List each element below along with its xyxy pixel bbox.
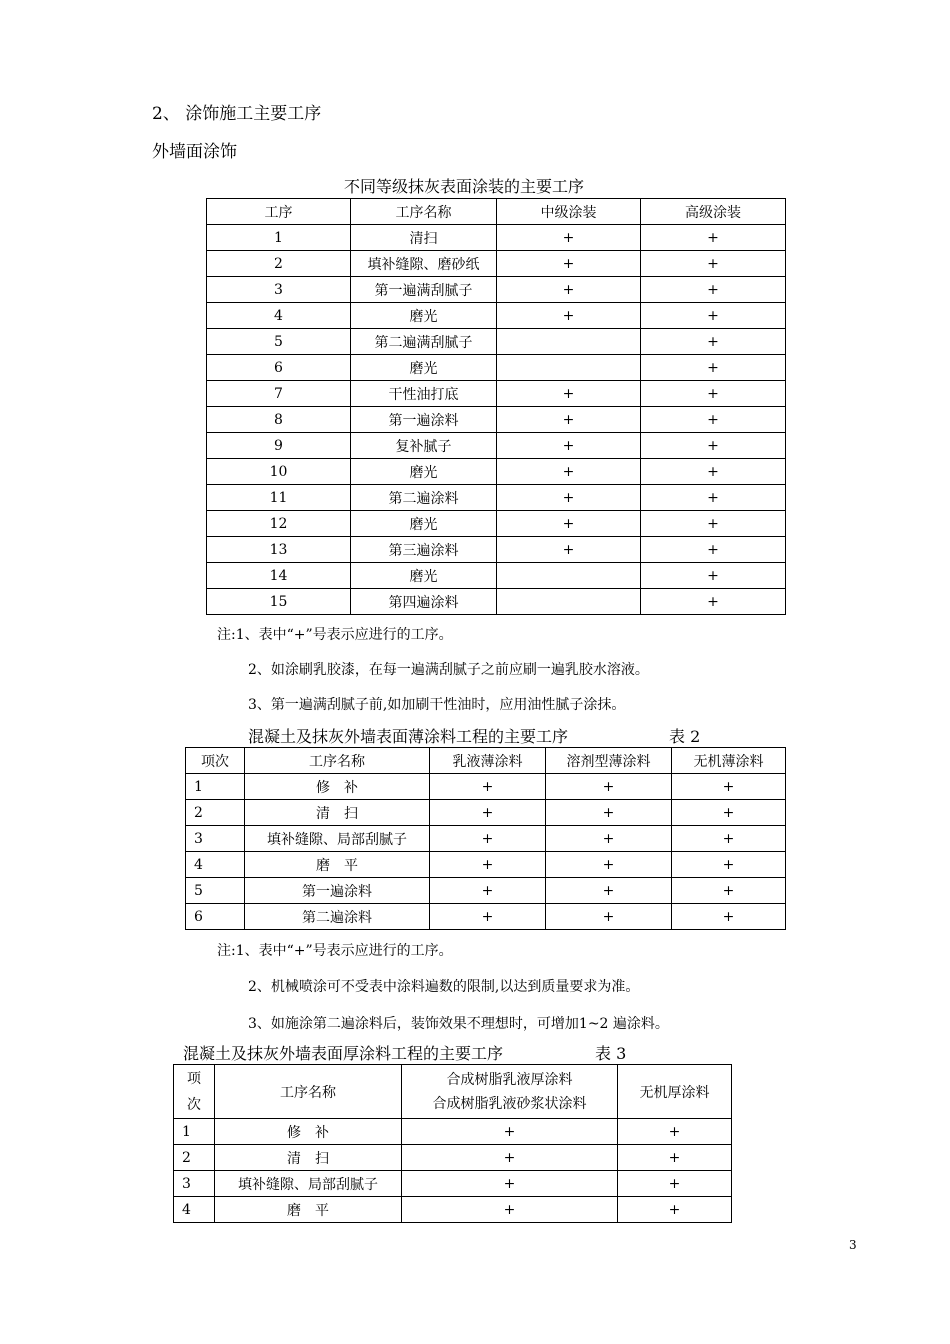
table1 xyxy=(206,198,786,615)
table1-cell: 第二遍满刮腻子 xyxy=(351,329,497,355)
table2 xyxy=(185,747,786,930)
table2-cell: + xyxy=(672,904,786,930)
table3-cell: + xyxy=(618,1119,732,1145)
table2-cell: + xyxy=(672,774,786,800)
table1-cell xyxy=(497,355,641,381)
table3-header-cell: 工序名称 xyxy=(215,1065,402,1119)
table3-cell: 2 xyxy=(174,1145,215,1171)
table2-cell: 第一遍涂料 xyxy=(245,878,430,904)
table3-cell: 1 xyxy=(174,1119,215,1145)
table1-cell: + xyxy=(497,251,641,277)
table1-caption: 不同等级抹灰表面涂装的主要工序 xyxy=(344,177,585,196)
table3-cell: 4 xyxy=(174,1197,215,1223)
table1-cell: 复补腻子 xyxy=(351,433,497,459)
table1-cell: 磨光 xyxy=(351,563,497,589)
table1-cell: + xyxy=(641,407,786,433)
table1-cell: 4 xyxy=(207,303,351,329)
table2-row xyxy=(186,800,786,826)
table1-cell: + xyxy=(641,485,786,511)
table1-cell: 填补缝隙、磨砂纸 xyxy=(351,251,497,277)
table1-cell: 磨光 xyxy=(351,303,497,329)
table1-cell: 13 xyxy=(207,537,351,563)
table3-header-line: 次 xyxy=(187,1096,201,1113)
table1-row xyxy=(207,433,786,459)
table3-header-line: 项 xyxy=(187,1070,201,1087)
table2-cell: + xyxy=(430,852,546,878)
table2-cell: 4 xyxy=(186,852,245,878)
table2-caption: 混凝土及抹灰外墙表面薄涂料工程的主要工序 xyxy=(248,727,569,746)
table1-cell: + xyxy=(497,485,641,511)
table2-note-1: 注:1、表中“+”号表示应进行的工序。 xyxy=(217,943,453,959)
table2-cell: + xyxy=(546,878,672,904)
table1-row xyxy=(207,459,786,485)
table3-cell: + xyxy=(402,1171,618,1197)
table1-cell xyxy=(497,329,641,355)
table3-header-cell xyxy=(402,1065,618,1119)
section-heading: 2、 涂饰施工主要工序 xyxy=(152,104,322,124)
table1-row xyxy=(207,355,786,381)
table1-header-cell: 中级涂装 xyxy=(497,199,641,225)
table2-note-3: 3、如施涂第二遍涂料后，装饰效果不理想时，可增加1~2 遍涂料。 xyxy=(248,1016,669,1032)
table1-row xyxy=(207,407,786,433)
table3-row xyxy=(174,1197,732,1223)
table1-row xyxy=(207,537,786,563)
table3-cell: 填补缝隙、局部刮腻子 xyxy=(215,1171,402,1197)
table1-header-cell: 工序 xyxy=(207,199,351,225)
table1-header-row xyxy=(207,199,786,225)
table1-cell: + xyxy=(497,303,641,329)
table1-row xyxy=(207,381,786,407)
table3-cell: + xyxy=(402,1119,618,1145)
table1-note-2: 2、如涂刷乳胶漆，在每一遍满刮腻子之前应刷一遍乳胶水溶液。 xyxy=(248,662,649,678)
table1-cell: + xyxy=(497,537,641,563)
table1-cell: + xyxy=(641,355,786,381)
table1-header-cell: 工序名称 xyxy=(351,199,497,225)
table1-cell: 1 xyxy=(207,225,351,251)
table2-row xyxy=(186,904,786,930)
table3-cell: + xyxy=(618,1171,732,1197)
table2-header-cell: 工序名称 xyxy=(245,748,430,774)
table2-cell: + xyxy=(672,800,786,826)
table1-cell: + xyxy=(641,563,786,589)
table2-cell: + xyxy=(546,800,672,826)
table2-cell: + xyxy=(672,878,786,904)
table1-row xyxy=(207,563,786,589)
table3-cell: 磨 平 xyxy=(215,1197,402,1223)
table2-header-cell: 无机薄涂料 xyxy=(672,748,786,774)
table2-cell: + xyxy=(430,826,546,852)
table3-cell: + xyxy=(618,1145,732,1171)
table1-cell: 7 xyxy=(207,381,351,407)
table3-cell: 修 补 xyxy=(215,1119,402,1145)
table2-cell: + xyxy=(672,826,786,852)
table3-cell: + xyxy=(618,1197,732,1223)
table3-cell: + xyxy=(402,1145,618,1171)
table2-cell: 6 xyxy=(186,904,245,930)
table2-cell: 3 xyxy=(186,826,245,852)
table1-row xyxy=(207,511,786,537)
table1-cell: 磨光 xyxy=(351,511,497,537)
table1-cell: 3 xyxy=(207,277,351,303)
table2-cell: 第二遍涂料 xyxy=(245,904,430,930)
table1-cell: + xyxy=(641,251,786,277)
table1-note-3: 3、第一遍满刮腻子前,如加刷干性油时，应用油性腻子涂抹。 xyxy=(248,697,626,713)
table1-cell: 磨光 xyxy=(351,355,497,381)
table1-cell: + xyxy=(641,277,786,303)
table3-row xyxy=(174,1171,732,1197)
table1-cell: 8 xyxy=(207,407,351,433)
table1-row xyxy=(207,589,786,615)
table3-row xyxy=(174,1119,732,1145)
table2-cell: + xyxy=(430,774,546,800)
table2-note-2: 2、机械喷涂可不受表中涂料遍数的限制,以达到质量要求为准。 xyxy=(248,979,640,995)
table2-header-row xyxy=(186,748,786,774)
table3-caption: 混凝土及抹灰外墙表面厚涂料工程的主要工序 xyxy=(183,1044,504,1063)
table1-cell: + xyxy=(641,589,786,615)
table1-cell: 2 xyxy=(207,251,351,277)
table2-cell: 2 xyxy=(186,800,245,826)
table1-cell: 5 xyxy=(207,329,351,355)
table2-cell: + xyxy=(546,774,672,800)
table2-cell: 修 补 xyxy=(245,774,430,800)
table3-header-cell xyxy=(174,1065,215,1119)
table2-row xyxy=(186,878,786,904)
table3 xyxy=(173,1064,732,1223)
sub-heading: 外墙面涂饰 xyxy=(152,142,237,162)
table1-cell xyxy=(497,563,641,589)
table3-header-line: 合成树脂乳液厚涂料 xyxy=(446,1071,573,1088)
table2-label: 表 2 xyxy=(669,727,701,746)
table1-cell: 清扫 xyxy=(351,225,497,251)
table1-row xyxy=(207,251,786,277)
table1-cell: 14 xyxy=(207,563,351,589)
page-number: 3 xyxy=(849,1238,857,1252)
table1-cell: 15 xyxy=(207,589,351,615)
table2-cell: 填补缝隙、局部刮腻子 xyxy=(245,826,430,852)
table1-cell: 第一遍满刮腻子 xyxy=(351,277,497,303)
table2-cell: 1 xyxy=(186,774,245,800)
table1-cell xyxy=(497,589,641,615)
table3-header-line: 合成树脂乳液砂浆状涂料 xyxy=(432,1095,587,1112)
table1-cell: + xyxy=(641,381,786,407)
table1-cell: + xyxy=(497,277,641,303)
table2-header-cell: 溶剂型薄涂料 xyxy=(546,748,672,774)
table1-cell: + xyxy=(497,459,641,485)
table3-row xyxy=(174,1145,732,1171)
table2-cell: + xyxy=(430,800,546,826)
table1-cell: + xyxy=(641,511,786,537)
table1-cell: + xyxy=(497,381,641,407)
table3-header-cell: 无机厚涂料 xyxy=(618,1065,732,1119)
table2-header-cell: 项次 xyxy=(186,748,245,774)
table1-header-cell: 高级涂装 xyxy=(641,199,786,225)
table1-note-1: 注:1、表中“+”号表示应进行的工序。 xyxy=(217,627,453,643)
table1-cell: 11 xyxy=(207,485,351,511)
table1-row xyxy=(207,225,786,251)
table1-cell: 第三遍涂料 xyxy=(351,537,497,563)
table1-cell: + xyxy=(641,537,786,563)
table1-cell: + xyxy=(497,225,641,251)
table1-row xyxy=(207,277,786,303)
table1-row xyxy=(207,329,786,355)
table2-header-cell: 乳液薄涂料 xyxy=(430,748,546,774)
table2-cell: + xyxy=(546,904,672,930)
table1-cell: 6 xyxy=(207,355,351,381)
table1-cell: + xyxy=(497,407,641,433)
table1-cell: 磨光 xyxy=(351,459,497,485)
table3-cell: 3 xyxy=(174,1171,215,1197)
table1-cell: 第二遍涂料 xyxy=(351,485,497,511)
table2-cell: 5 xyxy=(186,878,245,904)
table2-cell: + xyxy=(546,852,672,878)
table2-cell: + xyxy=(430,904,546,930)
table3-header-row xyxy=(174,1065,732,1119)
table1-cell: 12 xyxy=(207,511,351,537)
table1-cell: + xyxy=(641,225,786,251)
table1-row xyxy=(207,303,786,329)
table1-cell: + xyxy=(641,459,786,485)
table3-cell: + xyxy=(402,1197,618,1223)
table2-row xyxy=(186,826,786,852)
table1-cell: + xyxy=(497,433,641,459)
table2-row xyxy=(186,852,786,878)
table1-cell: 干性油打底 xyxy=(351,381,497,407)
table2-row xyxy=(186,774,786,800)
table1-cell: 第四遍涂料 xyxy=(351,589,497,615)
table2-cell: + xyxy=(430,878,546,904)
table1-cell: 第一遍涂料 xyxy=(351,407,497,433)
table2-cell: 磨 平 xyxy=(245,852,430,878)
table1-cell: 10 xyxy=(207,459,351,485)
table2-cell: 清 扫 xyxy=(245,800,430,826)
table1-cell: + xyxy=(641,329,786,355)
table2-cell: + xyxy=(672,852,786,878)
table3-cell: 清 扫 xyxy=(215,1145,402,1171)
table1-cell: + xyxy=(641,433,786,459)
table1-row xyxy=(207,485,786,511)
table1-cell: + xyxy=(641,303,786,329)
table3-label: 表 3 xyxy=(595,1044,627,1063)
table1-cell: 9 xyxy=(207,433,351,459)
table1-cell: + xyxy=(497,511,641,537)
table2-cell: + xyxy=(546,826,672,852)
